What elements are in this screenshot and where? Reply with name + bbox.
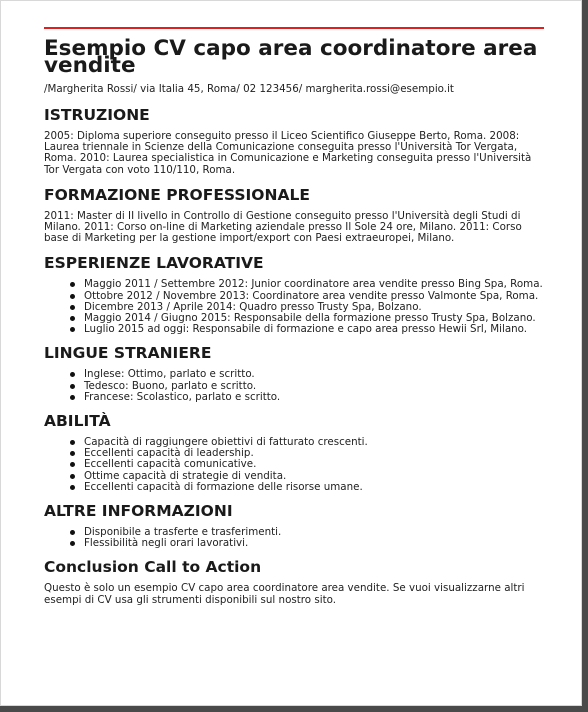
list-item-text: Capacità di raggiungere obiettivi di fatturato crescenti.: [84, 436, 368, 449]
list-item-text: Eccellenti capacità comunicative.: [84, 458, 257, 471]
list-item: [70, 538, 544, 549]
section-title: LINGUE STRANIERE: [44, 344, 212, 363]
list-item-text: Francese: Scolastico, parlato e scritto.: [84, 390, 281, 403]
section-title: Conclusion Call to Action: [44, 558, 262, 577]
list-item-text: Luglio 2015 ad oggi: Responsabile di formazione e capo area presso Hewii Srl, Milano.: [84, 323, 528, 336]
list-item-text: Dicembre 2013 / Aprile 2014: Quadro presso Trusty Spa, Bolzano.: [84, 300, 422, 313]
section-istruzione: [44, 106, 544, 176]
bullet-icon: [70, 282, 75, 287]
bullet-icon: [70, 462, 75, 467]
list-item: [70, 324, 544, 335]
section-altre-informazioni: [44, 502, 544, 549]
list-item-text: Maggio 2011 / Settembre 2012: Junior coordinatore area vendite presso Bing Spa, Roma.: [84, 278, 543, 291]
section-title: ESPERIENZE LAVORATIVE: [44, 254, 264, 273]
section-paragraph: 2005: Diploma superiore conseguito presso il Liceo Scientifico Giuseppe Berto, Roma. 2008: Laurea triennale in Scienze della Comunicazione conseguita presso l'Università Tor Vergata, Roma. 2010: Laurea specialistica in Comunicazione e Marketing conseguita presso l'Università Tor Vergata con voto 110/110, Roma.: [44, 130, 532, 176]
header-rule: [44, 27, 544, 29]
experience-list: [44, 279, 544, 335]
section-formazione-professionale: [44, 186, 544, 245]
bullet-icon: [70, 474, 75, 479]
contact-line: /Margherita Rossi/ via Italia 45, Roma/ 02 123456/ margherita.rossi@esempio.it: [44, 83, 454, 95]
list-item-text: Inglese: Ottimo, parlato e scritto.: [84, 368, 255, 381]
bullet-icon: [70, 294, 75, 299]
section-paragraph: 2011: Master di II livello in Controllo di Gestione conseguito presso l'Università degli Studi di Milano. 2011: Corso on-line di Marketing aziendale presso Il Sole 24 ore, Milano. 2011: Corso base di Marketing per la gestione import/export con Paesi extraeuropei, Milano.: [44, 209, 522, 245]
languages-list: [44, 369, 544, 403]
list-item-text: Eccellenti capacità di formazione delle risorse umane.: [84, 480, 363, 493]
bullet-icon: [70, 327, 75, 332]
bullet-icon: [70, 384, 75, 389]
bullet-icon: [70, 485, 75, 490]
list-item-text: Disponibile a trasferte e trasferimenti.: [84, 526, 282, 539]
skills-list: [44, 437, 544, 493]
section-title: ABILITÀ: [44, 412, 111, 431]
section-title: ALTRE INFORMAZIONI: [44, 502, 233, 521]
list-item-text: Maggio 2014 / Giugno 2015: Responsabile della formazione presso Trusty Spa, Bolzano.: [84, 312, 536, 325]
list-item-text: Ottobre 2012 / Novembre 2013: Coordinatore area vendite presso Valmonte Spa, Roma.: [84, 289, 539, 302]
bullet-icon: [70, 316, 75, 321]
section-esperienze-lavorative: [44, 254, 544, 335]
section-lingue-straniere: [44, 344, 544, 403]
list-item: [70, 482, 544, 493]
list-item-text: Ottime capacità di strategie di vendita.: [84, 469, 287, 482]
bullet-icon: [70, 451, 75, 456]
bullet-icon: [70, 530, 75, 535]
bullet-icon: [70, 440, 75, 445]
section-paragraph: Questo è solo un esempio CV capo area coordinatore area vendite. Se vuoi visualizzarne altri esempi di CV usa gli strumenti disponibili sul nostro sito.: [44, 582, 525, 606]
list-item-text: Flessibilità negli orari lavorativi.: [84, 537, 249, 550]
section-abilita: [44, 412, 544, 493]
sections: [44, 106, 544, 616]
list-item: [70, 392, 544, 403]
other-info-list: [44, 527, 544, 549]
section-title: FORMAZIONE PROFESSIONALE: [44, 185, 310, 204]
document-title: Esempio CV capo area coordinatore area vendite: [44, 36, 538, 78]
section-title: ISTRUZIONE: [44, 106, 150, 124]
bullet-icon: [70, 541, 75, 546]
list-item-text: Eccellenti capacità di leadership.: [84, 447, 254, 460]
section-conclusion: [44, 558, 544, 605]
list-item-text: Tedesco: Buono, parlato e scritto.: [84, 379, 257, 392]
bullet-icon: [70, 372, 75, 377]
bullet-icon: [70, 395, 75, 400]
bullet-icon: [70, 305, 75, 310]
